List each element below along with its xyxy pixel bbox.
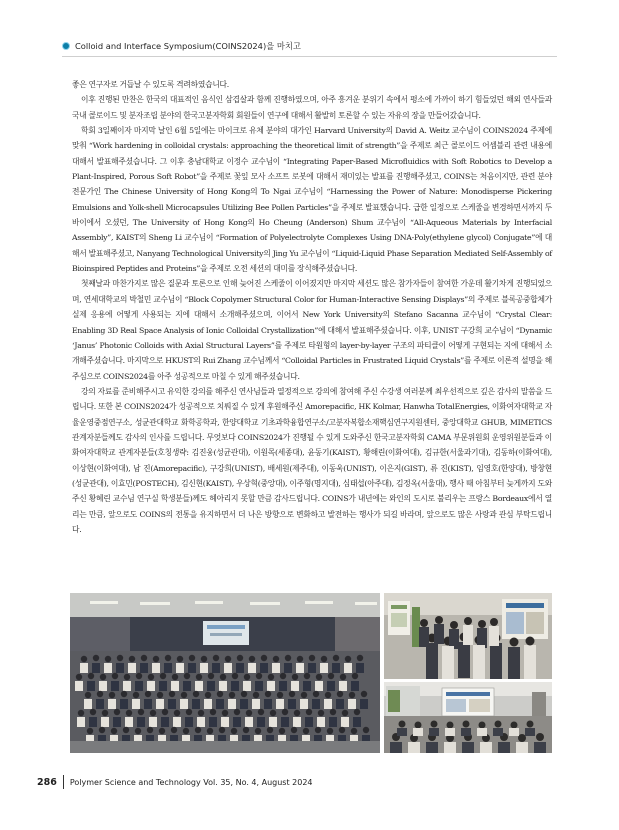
paragraph: 첫째날과 마찬가지로 많은 질문과 토론으로 인해 늦어진 스케줄이 이어졌지만 마지막 세션도 많은 참가자들이 참여한 가운데 활기차게 진행되었으며, 연세대학교의 박철민 교수님이 “Block Copolymer Structural Color for Human-Interactive Sensing Displays”의 주제로 블록공중합체가 실제 응용에 어떻게 사용되는 지에 대해서 소개해주셨으며, 이어서 New York University의 Stefano Sacanna 교수님이 “Crystal Clear: Enabling 3D Real Space Analysis of Ionic Colloidal Crystallization”에 대해서 발표해주셨습니다. 이후, UNIST 구강희 교수님이 “Dynamic ‘Janus’ Photonic Colloids with Axial Structural Layers”를 주제로 타원형의 layer-by-layer 구조의 파티클이 어떻게 구현되는 지에 대해서 소개해주셨습니다. 마지막으로 HKUST의 Rui Zhang 교수님께서 “Colloidal Particles in Frustrated Liquid Crystals”를 주제로 이론적 설명을 해주심으로 COINS2024를 아주 성공적으로 마칠 수 있게 해주셨습니다. xyxy=(72,279,552,381)
page-footer xyxy=(37,773,313,791)
paragraph: 좋은 연구자로 거듭날 수 있도록 격려하였습니다. xyxy=(72,80,230,89)
paragraph: 강의 자료를 준비해주시고 유익한 강의를 해주신 연사님들과 열정적으로 강의에 참여해 주신 수강생 여러분께 최우선적으로 깊은 감사의 말씀을 드립니다. 또한 본 COINS2024가 성공적으로 치뤄질 수 있게 후원해주신 Amorepacific, HK Kolmar, Hanwha TotalEnergies, 이화여자대학교 자율운영중점연구소, 성균관대학교 화학공학과, 한양대학교 기초과학융합연구소/고분자복합소재핵심연구지원센터, 중앙대학교 GHUB, MIMETICS 관계자분들께도 감사의 인사를 드립니다. 무엇보다 COINS2024가 진행될 수 있게 도와주신 한국고분자학회 CAMA 부문위원회 운영위원분들과 이화여자대학교 관계자분들(호칭생략: 김진웅(성균관대), 이원목(세종대), 윤동기(KAIST), 황해린(이화여대), 김규한(서울과기대), 김동하(이화여대), 이상현(이화여대), 남 진(Amorepacific), 구강희(UNIST), 배세원(제주대), 이동욱(UNIST), 이은지(GIST), 류 진(KIST), 임영호(한양대), 방창현(성균관대), 이효민(POSTECH), 김신현(KAIST), 우상혁(중앙대), 이주형(명지대), 심태섭(아주대), 김정옥(서울대), 행사 때 아침부터 늦게까지 도와주신 황혜린 교수님 연구실 학생분들)께도 헤아리지 못할 만큼 감사드립니다. COINS가 내년에는 와인의 도시로 불리우는 프랑스 Bordeaux에서 열리는 만큼, 앞으로도 COINS의 전통을 유지하면서 더 나은 방향으로 변화하고 발전하는 행사가 되길 바라며, 앞으로도 많은 사랑과 관심 부탁드립니다. xyxy=(72,386,552,534)
group-photo xyxy=(70,593,380,753)
page-number: 286 xyxy=(37,776,57,788)
journal-citation: Polymer Science and Technology Vol. 35, No. 4, August 2024 xyxy=(69,777,313,787)
running-header xyxy=(62,39,301,53)
paragraph: 학회 3일째이자 마지막 날인 6월 5일에는 마이크로 유체 분야의 대가인 Harvard University의 David A. Weitz 교수님이 COINS2024 주제에 맞춰 “Work hardening in colloidal crystals: approaching the theoretical limit of strength”을 주제로 최근 콜로이드 어셈블리 관련 내용에 대해서 발표해주셨습니다. 그 이후 충남대학교 이정수 교수님이 “Integrating Paper-Based Microfluidics with Soft Robotics to Develop a Plant-Inspired, Porous Soft Robot”을 주제로 꽃잎 모사 소프트 로봇에 대해서 재미있는 발표를 진행해주셨고, COINS는 처음이지만, 관련 분야 전문가인 The Chinese University of Hong Kong의 To Ngai 교수님이 “Harnessing the Power of Nature: Monodisperse Pickering Emulsions and Yolk-shell Microcapsules Utilizing Bee Pollen Particles”을 주제로 발표했습니다. 급한 일정으로 스케줄을 변경하면서까지 두바이에서 오셨던, The University of Hong Kong의 Ho Cheung (Anderson) Shum 교수님이 “All-Aqueous Materials by Interfacial Assembly”, KAIST의 Sheng Li 교수님이 “Formation of Polyelectrolyte Complexes Using DNA-Poly(ethylene glycol) Conjugate”에 대해서 발표해주셨고, Nanyang Technological University의 Jing Yu 교수님이 “Liquid-Liquid Phase Separation Mediated Self-Assembly of Bioinspired Peptides and Proteins”을 주제로 오전 세션의 대미를 장식해주셨습니다. xyxy=(72,126,552,274)
header-divider xyxy=(62,56,557,57)
poster-session-photo xyxy=(384,593,552,679)
paragraph: 이후 진행된 만찬은 한국의 대표적인 음식인 삼겹살과 함께 진행하였으며, 아주 흥겨운 분위기 속에서 평소에 가까이 하기 힘들었던 해외 연사들과 국내 콜로이드 및 분자조립 분야의 한국고분자학회 회원들이 연구에 대해서 활발히 토론할 수 있는 자유의 장을 만들어갔습니다. xyxy=(72,95,552,120)
header-title: Colloid and Interface Symposium(COINS2024)을 마치고 xyxy=(75,41,301,51)
article-body xyxy=(72,77,552,537)
lecture-hall-photo xyxy=(384,682,552,753)
bullet-dot-icon xyxy=(62,42,70,50)
footer-divider xyxy=(63,775,64,789)
